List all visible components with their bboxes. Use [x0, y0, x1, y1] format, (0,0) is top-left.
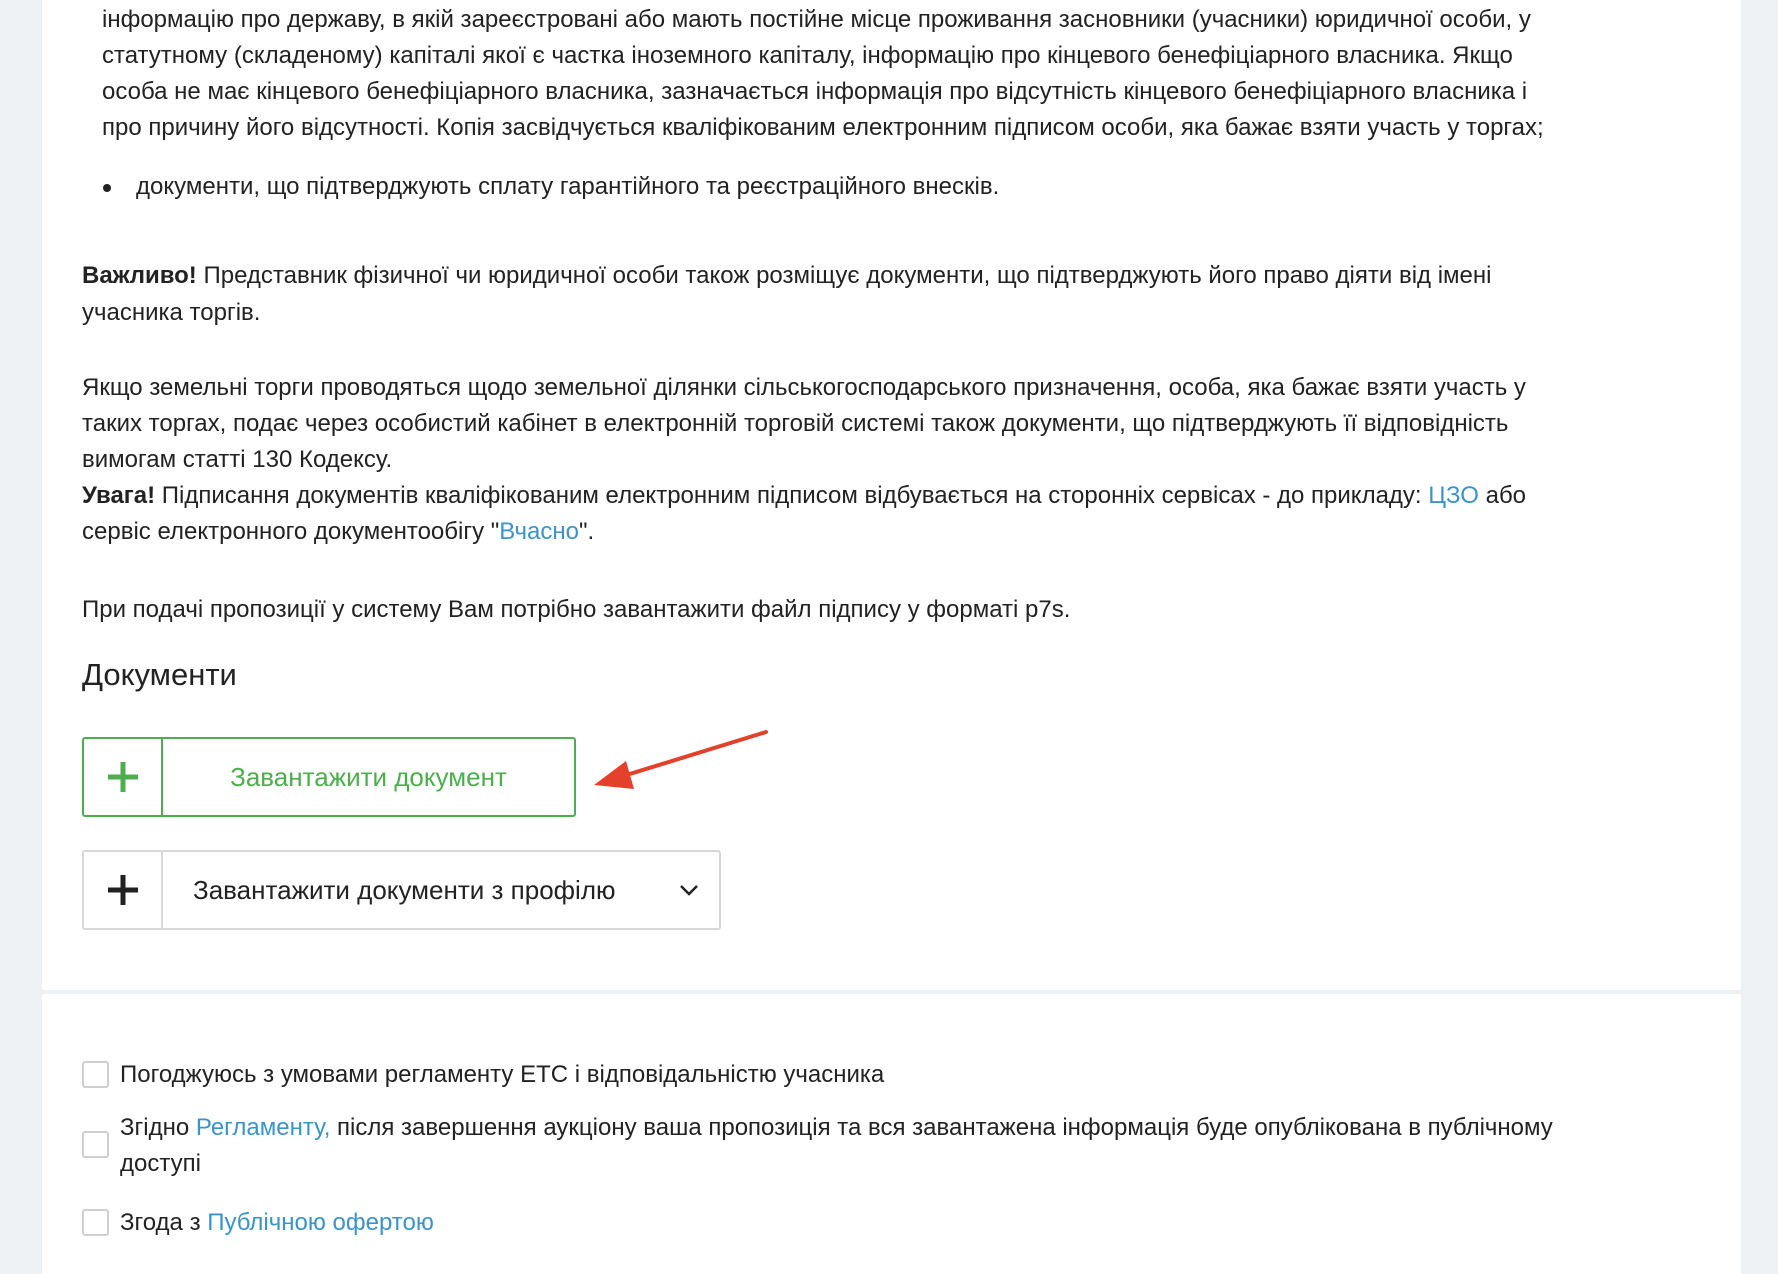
publication-prefix: Згідно: [120, 1114, 196, 1141]
profile-plus-cell: [84, 852, 163, 928]
upload-from-profile-dropdown[interactable]: [82, 850, 721, 930]
agree-offer-label: [120, 1205, 434, 1241]
bullet-dot: [103, 184, 111, 192]
attention-label: Увага!: [82, 482, 156, 509]
p7s-note: При подачі пропозиції у систему Вам потрібно завантажити файл підпису у форматі p7s.: [82, 596, 1071, 623]
vchasno-link[interactable]: Вчасно: [499, 518, 579, 545]
agri-line: вимогам статті 130 Кодексу.: [82, 446, 393, 473]
paragraph-line: особа не має кінцевого бенефіціарного власника, зазначається інформація про відсутність кінцевого бенефіціарного власника і: [102, 78, 1528, 105]
agree-regulations-checkbox[interactable]: [82, 1061, 109, 1088]
offer-prefix: Згода з: [120, 1209, 208, 1236]
agreement-row-publication: [82, 1110, 1553, 1182]
public-offer-link[interactable]: Публічною офертою: [207, 1209, 434, 1236]
attention-text: Підписання документів кваліфікованим електронним підписом відбувається на сторонніх сервісах - до прикладу:: [155, 482, 1429, 509]
czo-link[interactable]: ЦЗО: [1428, 482, 1479, 509]
publication-text: після завершення аукціону ваша пропозиція та вся завантажена інформація буде опублікована в публічному: [330, 1114, 1553, 1141]
paragraph-line: статутному (складеному) капіталі якої є частка іноземного капіталу, інформацію про кінцевого бенефіціарного власника. Якщо: [102, 42, 1513, 69]
red-arrow-icon: [590, 725, 770, 795]
publication-text-line2: доступі: [120, 1150, 201, 1177]
chevron-cell: [659, 852, 719, 928]
agri-line: таких торгах, подає через особистий кабінет в електронній торговій системі також документи, що підтверджують її відповідність: [82, 410, 1509, 437]
important-text: Представник фізичної чи юридичної особи також розміщує документи, що підтверджують його право діяти від імені: [196, 262, 1492, 289]
bullet-item: документи, що підтверджують сплату гарантійного та реєстраційного внесків.: [136, 173, 1000, 200]
agree-offer-checkbox[interactable]: [82, 1209, 109, 1236]
service-prefix: сервіс електронного документообігу ": [82, 518, 500, 545]
service-suffix: ".: [578, 518, 595, 545]
service-line: [82, 514, 594, 551]
regulations-link[interactable]: Регламенту,: [195, 1114, 331, 1141]
upload-document-label: Завантажити документ: [230, 761, 507, 792]
upload-from-profile-label: Завантажити документи з профілю: [193, 874, 616, 905]
agree-publication-label: [120, 1110, 1553, 1182]
upload-plus-cell: [84, 739, 163, 815]
agri-line: Якщо земельні торги проводяться щодо земельної ділянки сільськогосподарського призначення, особа, яка бажає взяти участь у: [82, 374, 1526, 401]
paragraph-line: про причину його відсутності. Копія засвідчується кваліфікованим електронним підписом особи, яка бажає взяти участь у торгах;: [102, 114, 1544, 141]
documents-heading: Документи: [82, 657, 237, 692]
agree-publication-checkbox[interactable]: [82, 1131, 109, 1158]
chevron-down-icon: [679, 884, 699, 896]
important-label: Важливо!: [82, 262, 197, 289]
attention-or: або: [1478, 482, 1527, 509]
attention-line: [82, 478, 1526, 515]
agreement-row-offer: [82, 1205, 434, 1241]
agree-regulations-label: Погоджуюсь з умовами регламенту ЕТС і відповідальністю учасника: [120, 1061, 885, 1088]
important-line: учасника торгів.: [82, 299, 261, 326]
plus-icon: [108, 762, 138, 792]
important-line: [82, 258, 1491, 295]
plus-icon: [108, 875, 138, 905]
agreement-row-regulations: [82, 1057, 884, 1093]
paragraph-line: інформацію про державу, в якій зареєстровані або мають постійне місце проживання засновники (учасники) юридичної особи, у: [102, 6, 1531, 33]
upload-document-button[interactable]: [82, 737, 576, 817]
